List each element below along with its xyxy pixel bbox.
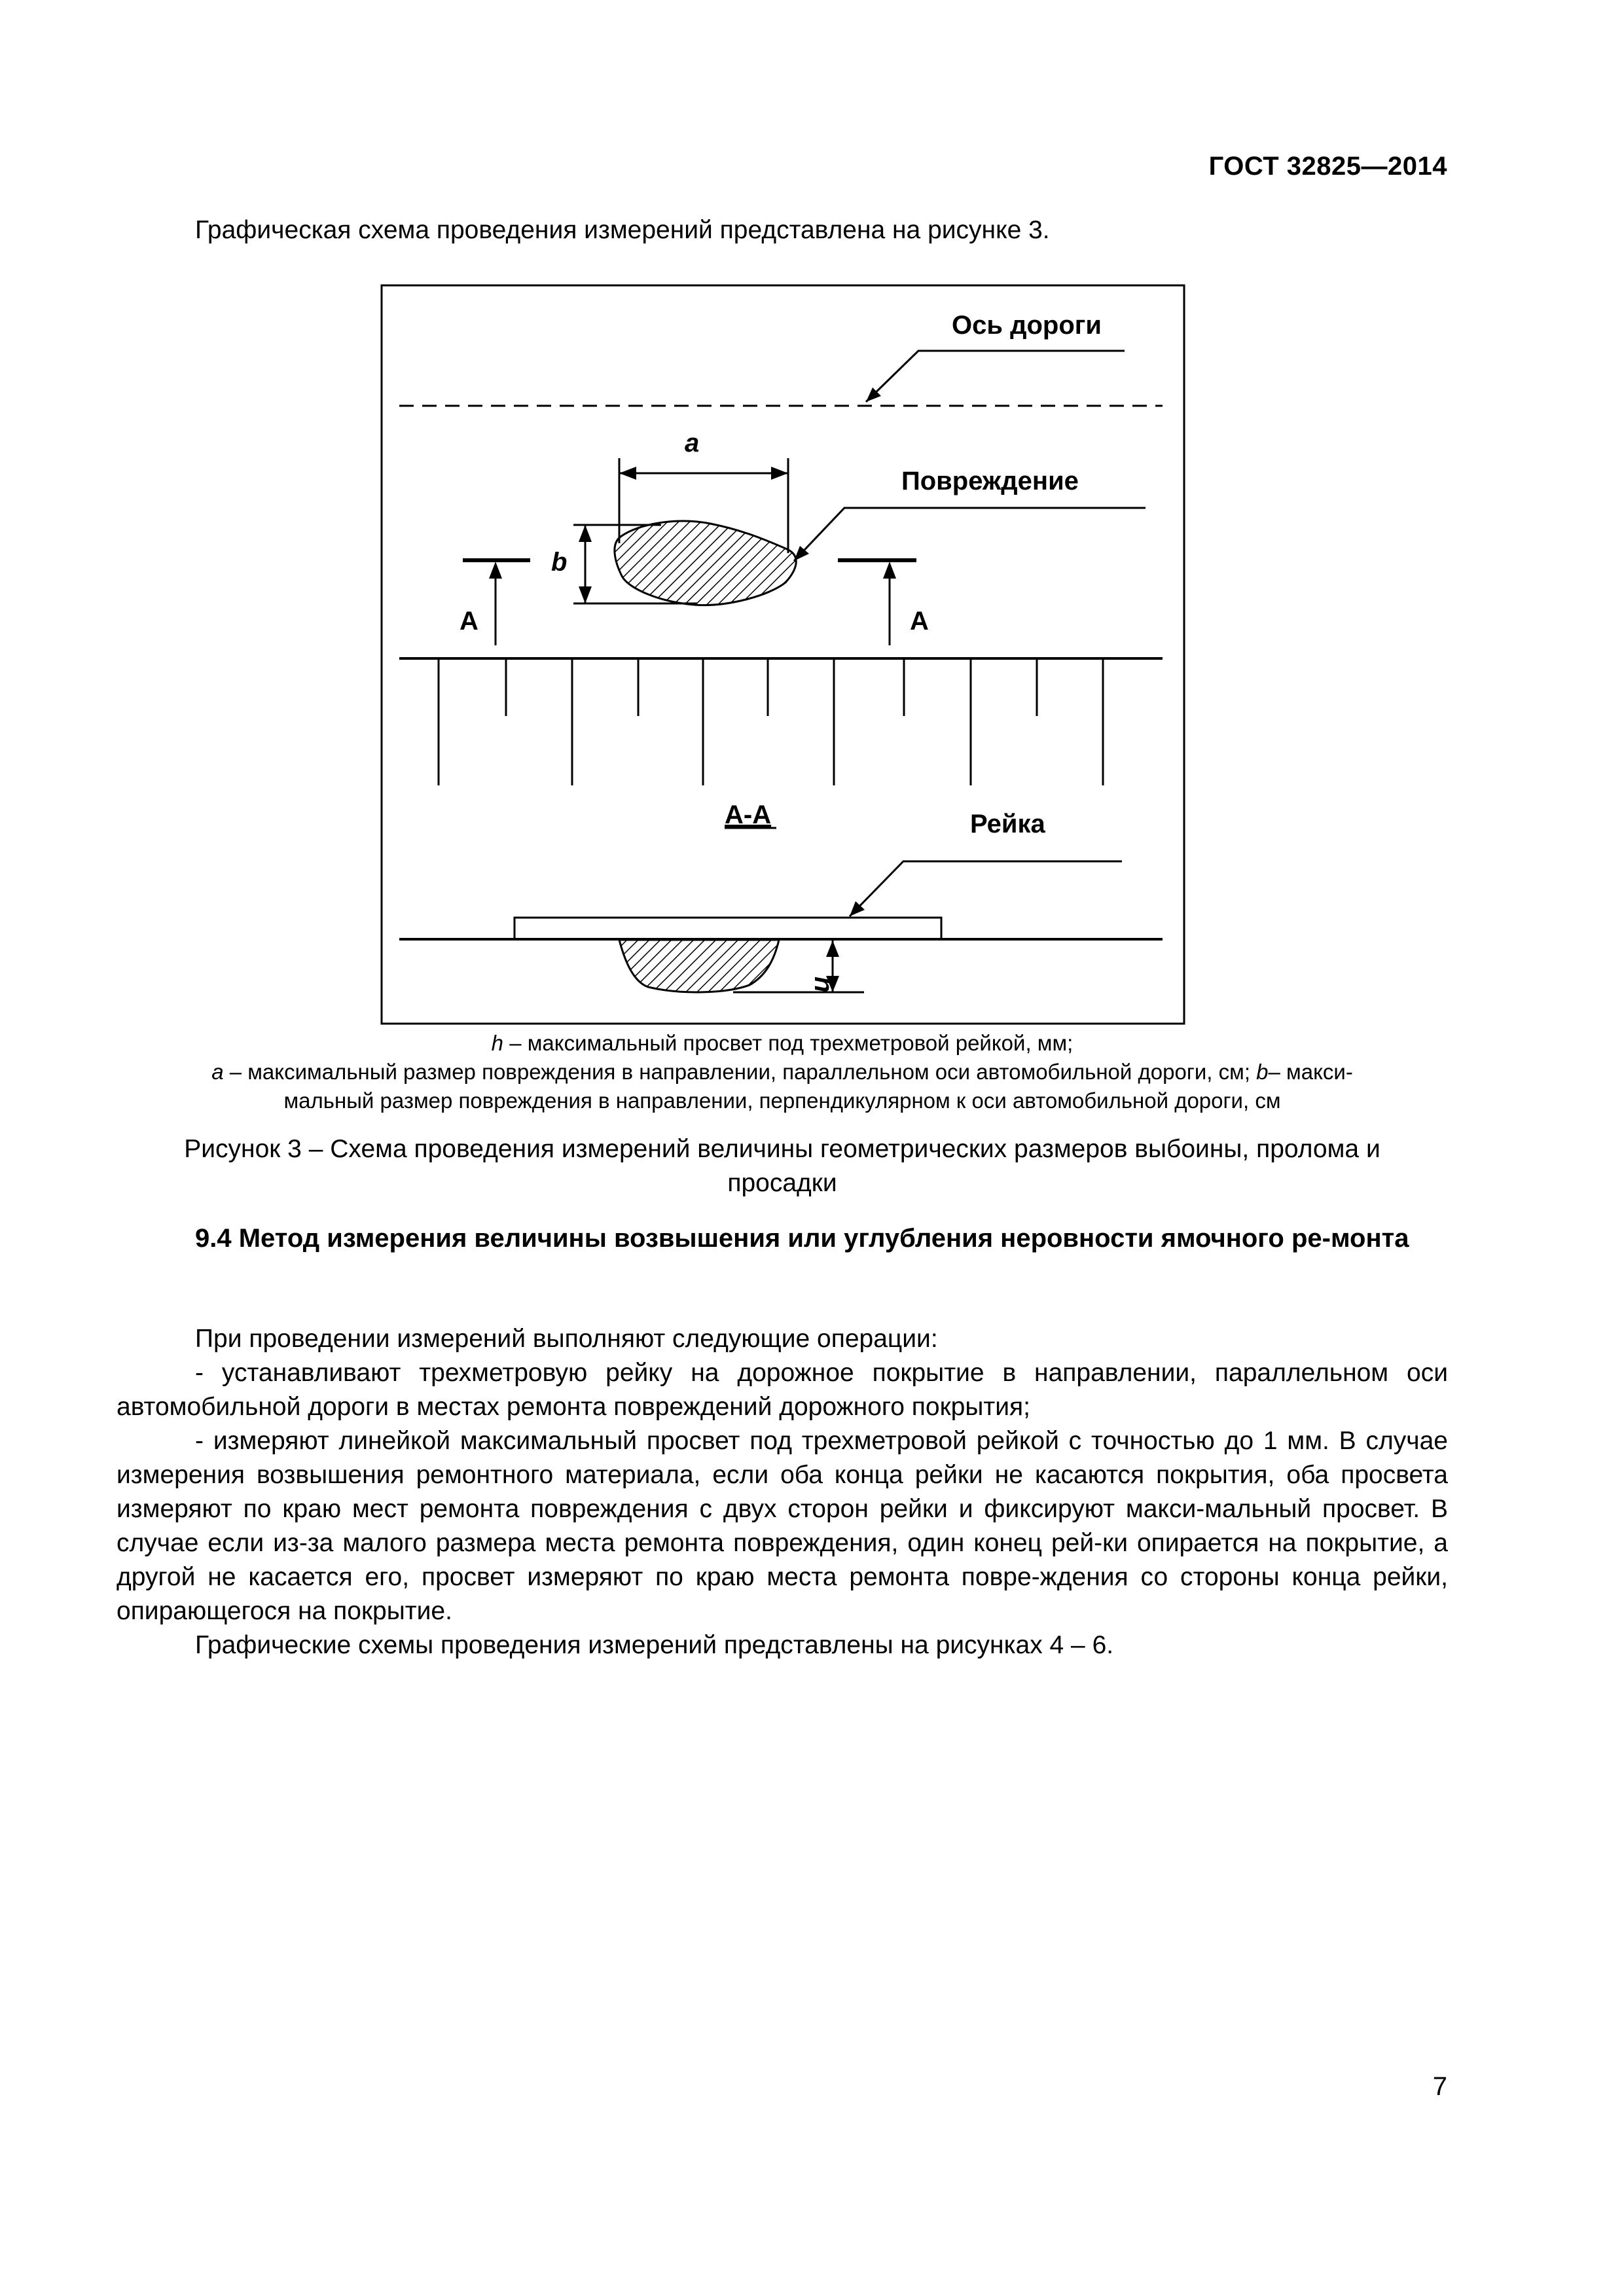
legend-var-a: a	[211, 1060, 224, 1084]
section-mark-right: А	[910, 607, 929, 636]
body-text	[117, 1322, 1448, 1662]
legend-var-h: h	[491, 1031, 504, 1055]
road-axis-label: Ось дороги	[952, 311, 1102, 340]
dim-b-label: b	[551, 548, 568, 577]
verge-ticks	[439, 658, 1103, 785]
figure-3-diagram	[0, 0, 1624, 1047]
damage-section-shape	[619, 940, 779, 992]
section-heading: 9.4 Метод измерения величины возвышения или углубления неровности ямочного ре-монта	[195, 1224, 1409, 1253]
damage-plan-shape	[615, 521, 796, 605]
paragraph-3: - измеряют линейкой максимальный просвет под трехметровой рейкой с точностью до 1 мм. В случае измерения возвышения ремонтного материала, если оба конца рейки не касаются покрытия, оба просвета измеряют по краю мест ремонта повреждения с двух сторон рейки и фиксируют макси-мальный просвет. В случае если из-за малого размера места ремонта повреждения, один конец рей-ки опирается на покрытие, а другой не касается его, просвет измеряют по краю места ремонта повре-ждения со стороны конца рейки, опирающегося на покрытие.	[117, 1427, 1448, 1625]
page-number: 7	[1432, 2072, 1447, 2101]
legend-var-b: b	[1256, 1060, 1269, 1084]
dim-h-label: h	[809, 977, 838, 993]
paragraph-1: При проведении измерений выполняют следующие операции:	[195, 1325, 938, 1353]
damage-leader	[794, 508, 1146, 561]
document-number: ГОСТ 32825—2014	[1208, 152, 1447, 181]
damage-label: Повреждение	[901, 467, 1079, 495]
road-axis-leader	[866, 351, 1125, 402]
dim-a-label: a	[685, 429, 700, 457]
section-mark-left: А	[460, 607, 478, 636]
intro-paragraph: Графическая схема проведения измерений представлена на рисунке 3.	[195, 216, 1050, 244]
paragraph-4: Графические схемы проведения измерений представлены на рисунках 4 – 6.	[195, 1631, 1114, 1659]
figure-legend-line-1: h – максимальный просвет под трехметровой рейкой, мм;	[491, 1031, 1074, 1055]
rail	[514, 918, 941, 939]
figure-legend-line-3: мальный размер повреждения в направлении, перпендикулярном к оси автомобильной дороги, см	[283, 1088, 1281, 1113]
paragraph-2: - устанавливают трехметровую рейку на дорожное покрытие в направлении, параллельном оси автомобильной дороги в местах ремонта повреждений дорожного покрытия;	[117, 1359, 1448, 1421]
figure-frame	[382, 285, 1184, 1024]
rail-leader	[850, 861, 1122, 916]
figure-title-line-2: просадки	[727, 1169, 837, 1197]
rail-label: Рейка	[970, 810, 1045, 838]
section-label: А-А	[725, 800, 772, 829]
figure-title-line-1: Рисунок 3 – Схема проведения измерений величины геометрических размеров выбоины, пролома и	[184, 1135, 1380, 1163]
figure-legend-line-2: a – максимальный размер повреждения в направлении, параллельном оси автомобильной дороги, см; b– макси-	[211, 1060, 1353, 1084]
